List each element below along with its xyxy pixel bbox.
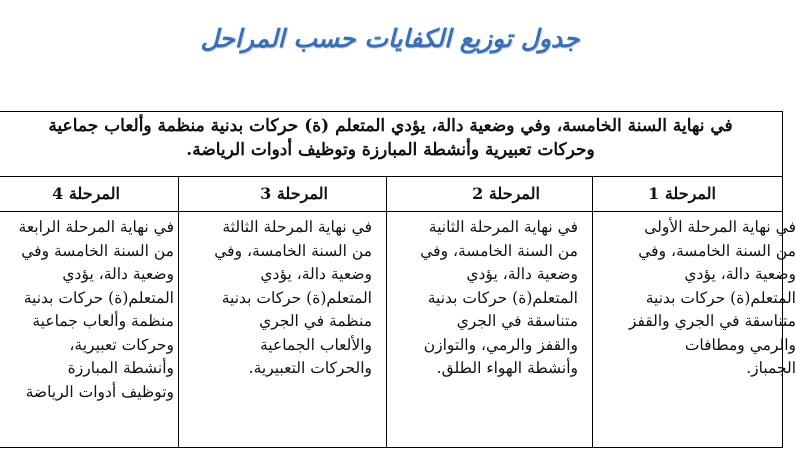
- stage-1-heading-text: المرحلة 1: [648, 184, 716, 203]
- stage-2-line: وأنشطة الهواء الطلق.: [436, 359, 578, 377]
- stage-1-line: في نهاية المرحلة الأولى: [644, 218, 796, 236]
- stage-3-line: المتعلم(ة) حركات بدنية: [221, 288, 372, 307]
- stage-4-line: من السنة الخامسة وفي: [21, 241, 174, 260]
- stage-4-line: في نهاية المرحلة الرابعة: [18, 218, 174, 236]
- stage-1-line: والرمي ومطافات: [684, 335, 796, 354]
- stage-heading-row: [0, 177, 783, 212]
- stage-2-line: من السنة الخامسة، وفي: [420, 241, 578, 260]
- competency-row: [0, 112, 783, 177]
- stage-1-line: المتعلم(ة) حركات بدنية: [645, 288, 796, 307]
- stage-body-row: [0, 212, 783, 448]
- stage-3-line: وضعية دالة، يؤدي: [260, 265, 372, 283]
- stage-1-heading: [593, 177, 783, 212]
- stage-1-description: [593, 212, 796, 448]
- stage-2-line: في نهاية المرحلة الثانية: [428, 218, 578, 236]
- stage-3-line: والحركات التعبيرية.: [248, 359, 372, 377]
- competency-table: [0, 111, 796, 448]
- stage-4-line: المتعلم(ة) حركات بدنية: [23, 288, 174, 307]
- stage-3-description: [179, 212, 387, 448]
- stage-1-line: وضعية دالة، يؤدي: [684, 265, 796, 283]
- stage-2-heading-text: المرحلة 2: [472, 184, 540, 203]
- page-title: جدول توزيع الكفايات حسب المراحل: [200, 24, 580, 53]
- stage-4-line: وأنشطة المبارزة: [67, 359, 174, 377]
- stage-2-heading: [387, 177, 593, 212]
- stage-3-line: في نهاية المرحلة الثالثة: [222, 218, 372, 236]
- stage-4-heading: [0, 177, 179, 212]
- stage-3-line: والألعاب الجماعية: [259, 335, 372, 354]
- stage-1-line: الجمباز.: [746, 359, 796, 377]
- stage-2-line: والقفز والرمي، والتوازن: [423, 335, 578, 354]
- stage-3-heading: [179, 177, 387, 212]
- stage-4-line: وتوظيف أدوات الرياضة: [25, 382, 174, 401]
- stage-4-heading-text: المرحلة 4: [52, 184, 120, 203]
- stage-1-line: من السنة الخامسة، وفي: [638, 241, 796, 260]
- competency-line-1: في نهاية السنة الخامسة، وفي وضعية دالة، يؤدي المتعلم (ة) حركات بدنية منظمة وألعاب جماعية: [48, 116, 733, 136]
- stage-4-line: وحركات تعبيرية،: [69, 335, 174, 354]
- stage-4-description: [0, 212, 179, 448]
- stage-1-line: متناسقة في الجري والقفز: [628, 312, 796, 330]
- stage-2-line: المتعلم(ة) حركات بدنية: [427, 288, 578, 307]
- stage-3-line: منظمة في الجري: [259, 312, 372, 330]
- stage-4-line: منظمة وألعاب جماعية: [32, 312, 174, 330]
- stage-4-line: وضعية دالة، يؤدي: [62, 265, 174, 283]
- stage-3-heading-text: المرحلة 3: [260, 184, 328, 203]
- stage-2-line: وضعية دالة، يؤدي: [466, 265, 578, 283]
- competency-statement: [0, 112, 783, 177]
- stage-3-line: من السنة الخامسة، وفي: [214, 241, 372, 260]
- stage-2-line: متناسقة في الجري: [456, 312, 578, 330]
- stage-2-description: [387, 212, 593, 448]
- competency-line-2: وحركات تعبيرية وأنشطة المبارزة وتوظيف أدوات الرياضة.: [186, 140, 595, 160]
